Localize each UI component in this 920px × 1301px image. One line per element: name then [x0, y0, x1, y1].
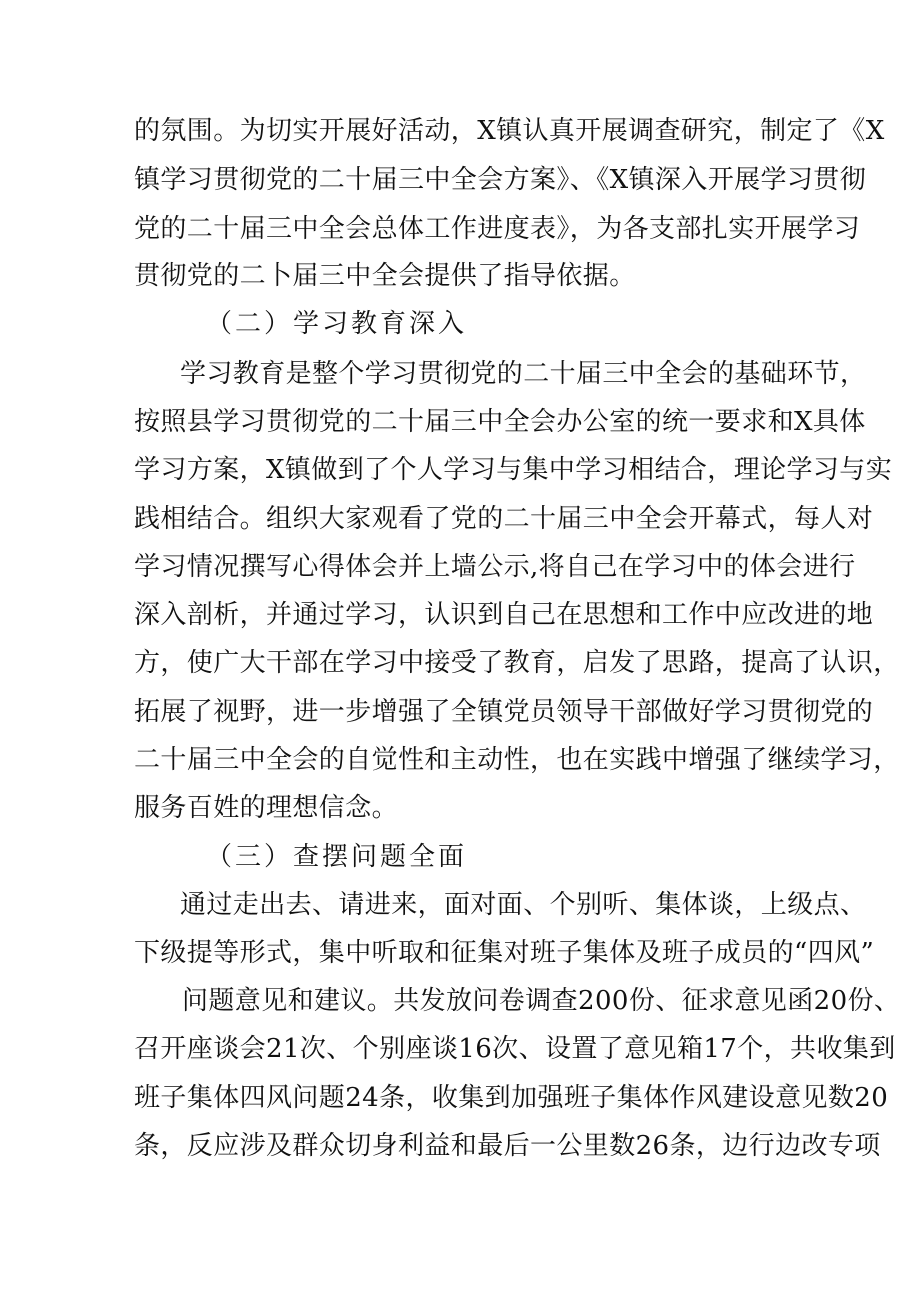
paragraph-line: 方，使广大干部在学习中接受了教育，启发了思路，提高了认识，: [134, 648, 900, 678]
section-heading: （三）查摆问题全面: [206, 842, 468, 872]
paragraph-line: 召开座谈会21次、个别座谈16次、设置了意见箱17个，共收集到: [134, 1034, 896, 1064]
paragraph-line: 学习教育是整个学习贯彻党的二十届三中全会的基础环节，: [180, 359, 867, 389]
paragraph-line: 下级提等形式，集中听取和征集对班子集体及班子成员的“四风”: [134, 938, 875, 968]
paragraph-line: 班子集体四风问题24条，收集到加强班子集体作风建设意见数20: [134, 1083, 889, 1113]
paragraph-line: 拓展了视野，进一步增强了全镇党员领导干部做好学习贯彻党的: [134, 697, 874, 727]
paragraph-line: 服务百姓的理想信念。: [134, 793, 399, 823]
paragraph-line: 践相结合。组织大家观看了党的二十届三中全会开幕式，每人对: [134, 504, 874, 534]
paragraph-line: 镇学习贯彻党的二十届三中全会方案》、《X镇深入开展学习贯彻: [134, 165, 867, 195]
paragraph-line: 学习情况撰写心得体会并上墙公示,将自己在学习中的体会进行: [134, 552, 856, 582]
paragraph-line: 的氛围。为切实开展好活动，X镇认真开展调查研究，制定了《X: [134, 116, 885, 146]
paragraph-line: 按照县学习贯彻党的二十届三中全会办公室的统一要求和X具体: [134, 407, 866, 437]
paragraph-line: 通过走出去、请进来，面对面、个别听、集体谈，上级点、: [180, 890, 867, 920]
paragraph-line: 党的二十届三中全会总体工作进度表》，为各支部扎实开展学习: [134, 214, 861, 244]
section-heading: （二）学习教育深入: [206, 309, 468, 339]
paragraph-line: 二十届三中全会的自觉性和主动性，也在实践中增强了继续学习，: [134, 745, 900, 775]
paragraph-line: 条，反应涉及群众切身利益和最后一公里数26条，边行边改专项: [134, 1131, 881, 1161]
paragraph-line: 深入剖析，并通过学习，认识到自己在思想和工作中应改进的地: [134, 600, 874, 630]
paragraph-line: 贯彻党的二卜届三中全会提供了指导依据。: [134, 261, 636, 291]
paragraph-line: 学习方案，X镇做到了个人学习与集中学习相结合，理论学习与实: [134, 455, 893, 485]
paragraph-line: 问题意见和建议。共发放问卷调查200份、征求意见函20份、: [182, 986, 901, 1016]
